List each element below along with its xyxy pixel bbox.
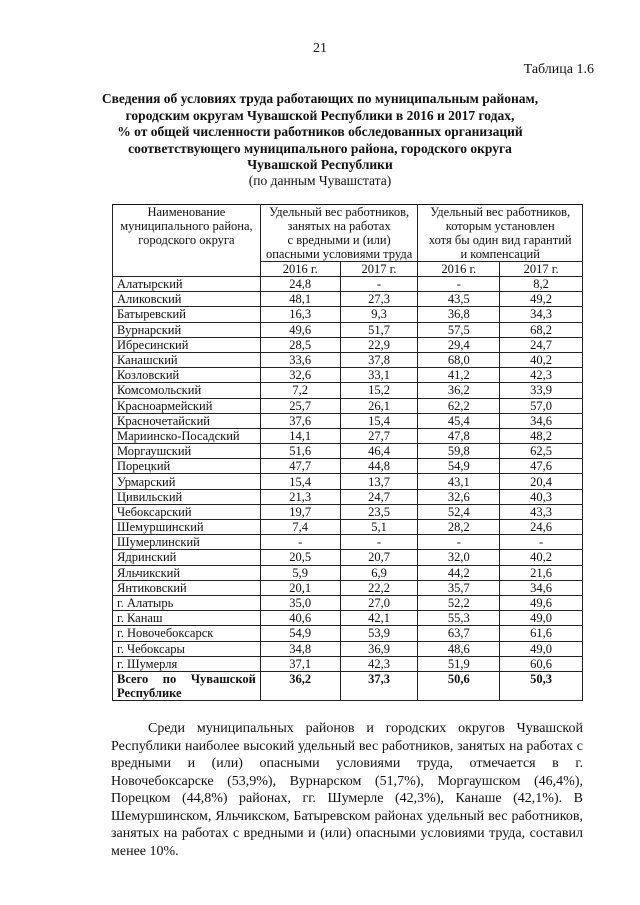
region-name: Янтиковский: [113, 580, 261, 595]
value-hazardous-2017: -: [340, 277, 418, 292]
region-name: Цивильский: [113, 489, 261, 504]
table-row: [113, 580, 583, 595]
table-row: [113, 368, 583, 383]
value-hazardous-2017: 27,3: [340, 292, 418, 307]
value-guarantees-2017: 68,2: [500, 322, 583, 337]
value-guarantees-2017: 40,3: [500, 489, 583, 504]
header-line: Наименование: [147, 205, 226, 219]
value-hazardous-2017: 20,7: [340, 550, 418, 565]
value-hazardous-2017: 36,9: [340, 641, 418, 656]
value-guarantees-2016: 55,3: [418, 611, 500, 626]
value-guarantees-2017: 61,6: [500, 626, 583, 641]
value-guarantees-2016: 41,2: [418, 368, 500, 383]
value-guarantees-2016: 47,8: [418, 428, 500, 443]
header-line: Удельный вес работников,: [269, 205, 410, 219]
year-header: 2017 г.: [340, 262, 418, 277]
value-hazardous-2016: 47,7: [260, 459, 340, 474]
value-hazardous-2016: 7,2: [260, 383, 340, 398]
value-guarantees-2017: 49,0: [500, 611, 583, 626]
value-guarantees-2017: 62,5: [500, 444, 583, 459]
value-hazardous-2017: 33,1: [340, 368, 418, 383]
value-hazardous-2017: 9,3: [340, 307, 418, 322]
region-name: Порецкий: [113, 459, 261, 474]
value-hazardous-2017: 51,7: [340, 322, 418, 337]
value-guarantees-2016: 62,2: [418, 398, 500, 413]
value-hazardous-2016: 34,8: [260, 641, 340, 656]
working-conditions-table: [112, 204, 583, 701]
value-guarantees-2017: 48,2: [500, 428, 583, 443]
total-row: [113, 671, 583, 700]
region-name: г. Новочебоксарск: [113, 626, 261, 641]
table-row: [113, 565, 583, 580]
value-hazardous-2016: -: [260, 535, 340, 550]
value-hazardous-2017: 15,4: [340, 413, 418, 428]
title-line: Сведения об условиях труда работающих по муниципальным районам,: [101, 91, 539, 106]
value-hazardous-2017: 27,7: [340, 428, 418, 443]
value-hazardous-2016: 15,4: [260, 474, 340, 489]
value-guarantees-2017: 49,2: [500, 292, 583, 307]
value-guarantees-2016: 36,2: [418, 383, 500, 398]
value-hazardous-2016: 28,5: [260, 337, 340, 352]
header-hazardous-share: [260, 205, 418, 262]
value-hazardous-2016: 32,6: [260, 368, 340, 383]
region-name: Аликовский: [113, 292, 261, 307]
value-hazardous-2017: 23,5: [340, 504, 418, 519]
value-hazardous-2017: 27,0: [340, 595, 418, 610]
value-guarantees-2016: -: [418, 277, 500, 292]
value-guarantees-2016: 32,0: [418, 550, 500, 565]
total-label-word: Всего: [117, 671, 149, 686]
value-hazardous-2016: 19,7: [260, 504, 340, 519]
table-row: [113, 413, 583, 428]
table-row: [113, 520, 583, 535]
value-hazardous-2016: 54,9: [260, 626, 340, 641]
total-value: 36,2: [260, 671, 340, 700]
value-guarantees-2017: 34,6: [500, 580, 583, 595]
value-guarantees-2017: 40,2: [500, 550, 583, 565]
value-guarantees-2016: 43,1: [418, 474, 500, 489]
total-label-word: по: [162, 671, 177, 686]
region-name: Алатырский: [113, 277, 261, 292]
header-region: [113, 205, 261, 277]
value-guarantees-2016: 51,9: [418, 656, 500, 671]
header-line: муниципального района,: [120, 219, 253, 233]
value-hazardous-2017: 6,9: [340, 565, 418, 580]
table-row: [113, 626, 583, 641]
value-guarantees-2016: 54,9: [418, 459, 500, 474]
value-guarantees-2016: 52,4: [418, 504, 500, 519]
value-guarantees-2017: 43,3: [500, 504, 583, 519]
value-guarantees-2017: 57,0: [500, 398, 583, 413]
value-hazardous-2017: 42,3: [340, 656, 418, 671]
table-row: [113, 489, 583, 504]
value-hazardous-2016: 14,1: [260, 428, 340, 443]
value-hazardous-2017: 37,8: [340, 352, 418, 367]
table-row: [113, 307, 583, 322]
value-hazardous-2016: 51,6: [260, 444, 340, 459]
value-guarantees-2017: 34,3: [500, 307, 583, 322]
value-guarantees-2017: 21,6: [500, 565, 583, 580]
total-value: 50,6: [418, 671, 500, 700]
region-name: Козловский: [113, 368, 261, 383]
value-hazardous-2017: 15,2: [340, 383, 418, 398]
value-hazardous-2017: 22,9: [340, 337, 418, 352]
value-hazardous-2017: 22,2: [340, 580, 418, 595]
value-guarantees-2016: 35,7: [418, 580, 500, 595]
value-guarantees-2016: 28,2: [418, 520, 500, 535]
region-name: Красночетайский: [113, 413, 261, 428]
value-hazardous-2016: 5,9: [260, 565, 340, 580]
value-hazardous-2016: 7,4: [260, 520, 340, 535]
total-label-word: Чувашской: [190, 671, 256, 686]
value-guarantees-2017: 34,6: [500, 413, 583, 428]
value-hazardous-2016: 21,3: [260, 489, 340, 504]
value-guarantees-2017: 24,6: [500, 520, 583, 535]
region-name: Ибресинский: [113, 337, 261, 352]
table-row: [113, 550, 583, 565]
value-guarantees-2017: 49,6: [500, 595, 583, 610]
table-label: Таблица 1.6: [523, 62, 594, 77]
table-row: [113, 428, 583, 443]
header-line: Удельный вес работников,: [430, 205, 571, 219]
value-guarantees-2016: 68,0: [418, 352, 500, 367]
region-name: Ядринский: [113, 550, 261, 565]
value-guarantees-2016: 29,4: [418, 337, 500, 352]
value-hazardous-2017: 5,1: [340, 520, 418, 535]
value-hazardous-2017: 26,1: [340, 398, 418, 413]
header-line: с вредными и (или): [287, 233, 391, 247]
value-guarantees-2017: 8,2: [500, 277, 583, 292]
summary-paragraph: Среди муниципальных районов и городских округов Чувашской Республики наиболее высокий удельный вес работников, занятых на работах с вредными и (или) опасными условиями труда, отмечается в г. Новочебоксарске (53,9%), Вурнарском (51,7%), Моргаушском (46,4%), Порецком (44,8%) районах, гг. Шумерле (42,3%), Канаше (42,1%). В Шемуршинском, Яльчикском, Батыревском районах удельный вес работников, занятых на работах с вредными и (или) опасными условиями труда, составил менее 10%.: [111, 721, 583, 859]
total-value: 37,3: [340, 671, 418, 700]
table-row: [113, 611, 583, 626]
table-row: [113, 444, 583, 459]
header-line: и компенсаций: [460, 247, 540, 261]
table-row: [113, 383, 583, 398]
table-row: [113, 337, 583, 352]
region-name: Шемуршинский: [113, 520, 261, 535]
value-guarantees-2016: -: [418, 535, 500, 550]
value-hazardous-2016: 35,0: [260, 595, 340, 610]
header-line: городского округа: [138, 233, 235, 247]
value-guarantees-2017: 24,7: [500, 337, 583, 352]
value-guarantees-2017: 33,9: [500, 383, 583, 398]
value-guarantees-2016: 44,2: [418, 565, 500, 580]
header-line: хотя бы один вид гарантий: [428, 233, 572, 247]
table-row: [113, 656, 583, 671]
header-guarantees-share: [418, 205, 583, 262]
value-hazardous-2016: 40,6: [260, 611, 340, 626]
total-value: 50,3: [500, 671, 583, 700]
value-guarantees-2016: 45,4: [418, 413, 500, 428]
value-guarantees-2016: 59,8: [418, 444, 500, 459]
title-line: городским округам Чувашской Республики в 2016 и 2017 годах,: [125, 107, 515, 123]
table-row: [113, 277, 583, 292]
value-guarantees-2017: 20,4: [500, 474, 583, 489]
value-hazardous-2016: 37,6: [260, 413, 340, 428]
value-guarantees-2016: 52,2: [418, 595, 500, 610]
region-name: Яльчикский: [113, 565, 261, 580]
total-label-line2: Республике: [117, 685, 182, 700]
page-number: 21: [313, 41, 327, 56]
region-name: г. Шумерля: [113, 656, 261, 671]
value-guarantees-2017: -: [500, 535, 583, 550]
value-hazardous-2016: 49,6: [260, 322, 340, 337]
value-hazardous-2016: 20,5: [260, 550, 340, 565]
table-title: [80, 91, 560, 174]
table-subtitle: (по данным Чувашстата): [248, 173, 392, 188]
year-header: 2017 г.: [500, 262, 583, 277]
region-name: Чебоксарский: [113, 504, 261, 519]
value-hazardous-2016: 16,3: [260, 307, 340, 322]
value-guarantees-2017: 40,2: [500, 352, 583, 367]
value-guarantees-2016: 43,5: [418, 292, 500, 307]
value-guarantees-2016: 32,6: [418, 489, 500, 504]
region-name: Урмарский: [113, 474, 261, 489]
region-name: Красноармейский: [113, 398, 261, 413]
value-guarantees-2016: 57,5: [418, 322, 500, 337]
year-header: 2016 г.: [260, 262, 340, 277]
table-row: [113, 322, 583, 337]
value-guarantees-2017: 49,0: [500, 641, 583, 656]
table-row: [113, 352, 583, 367]
value-hazardous-2016: 25,7: [260, 398, 340, 413]
table-row: [113, 595, 583, 610]
region-name: Шумерлинский: [113, 535, 261, 550]
value-hazardous-2017: 46,4: [340, 444, 418, 459]
value-hazardous-2017: 44,8: [340, 459, 418, 474]
region-name: Батыревский: [113, 307, 261, 322]
region-name: Канашский: [113, 352, 261, 367]
region-name: г. Канаш: [113, 611, 261, 626]
header-line: опасными условиями труда: [265, 247, 413, 261]
region-name: Вурнарский: [113, 322, 261, 337]
value-hazardous-2016: 33,6: [260, 352, 340, 367]
value-hazardous-2016: 20,1: [260, 580, 340, 595]
value-hazardous-2017: 24,7: [340, 489, 418, 504]
value-hazardous-2016: 24,8: [260, 277, 340, 292]
value-hazardous-2017: 13,7: [340, 474, 418, 489]
region-name: Моргаушский: [113, 444, 261, 459]
title-line: Чувашской Республики: [247, 157, 393, 172]
value-guarantees-2017: 47,6: [500, 459, 583, 474]
title-line: соответствующего муниципального района, городского округа: [128, 140, 512, 156]
table-row: [113, 474, 583, 489]
table-body: [113, 277, 583, 672]
total-label: [113, 671, 261, 700]
header-line: занятых на работах: [287, 219, 391, 233]
value-hazardous-2016: 37,1: [260, 656, 340, 671]
title-line: % от общей численности работников обследованных организаций: [117, 124, 523, 139]
table-row: [113, 641, 583, 656]
region-name: Комсомольский: [113, 383, 261, 398]
region-name: г. Алатырь: [113, 595, 261, 610]
table-row: [113, 292, 583, 307]
table-row: [113, 504, 583, 519]
value-guarantees-2016: 48,6: [418, 641, 500, 656]
region-name: г. Чебоксары: [113, 641, 261, 656]
value-guarantees-2016: 63,7: [418, 626, 500, 641]
value-guarantees-2016: 36,8: [418, 307, 500, 322]
value-hazardous-2016: 48,1: [260, 292, 340, 307]
header-line: которым установлен: [445, 219, 555, 233]
table-row: [113, 398, 583, 413]
value-hazardous-2017: -: [340, 535, 418, 550]
value-guarantees-2017: 42,3: [500, 368, 583, 383]
table-row: [113, 459, 583, 474]
value-guarantees-2017: 60,6: [500, 656, 583, 671]
region-name: Мариинско-Посадский: [113, 428, 261, 443]
table-row: [113, 535, 583, 550]
value-hazardous-2017: 42,1: [340, 611, 418, 626]
year-header: 2016 г.: [418, 262, 500, 277]
value-hazardous-2017: 53,9: [340, 626, 418, 641]
